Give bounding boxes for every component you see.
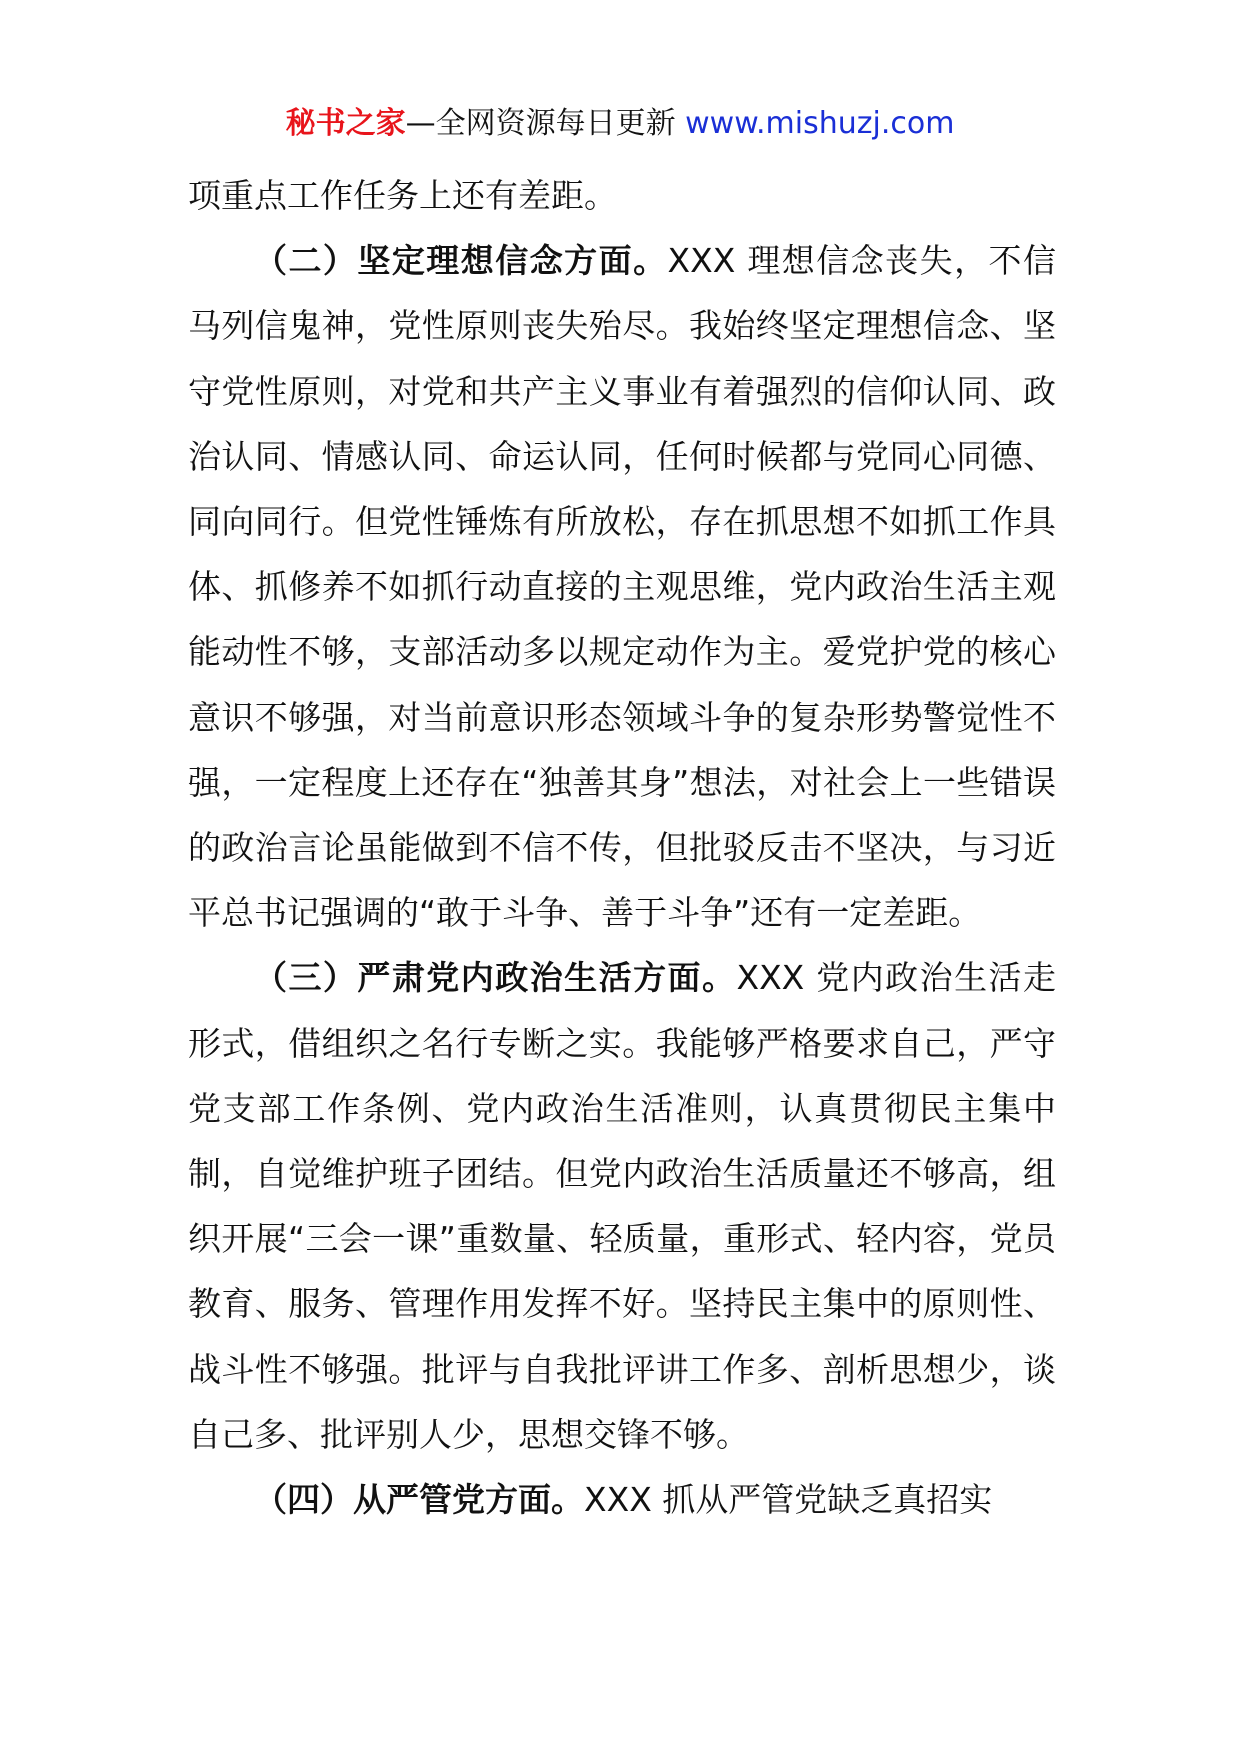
header-slogan: —全网资源每日更新 <box>405 106 676 141</box>
paragraph-section-3 <box>188 945 1056 1467</box>
paragraph-text: XXX 党内政治生活走形式，借组织之名行专断之实。我能够严格要求自己，严守党支部工作条例、党内政治生活准则，认真贯彻民主集中制，自觉维护班子团结。但党内政治生活质量还不够高，组织开展“三会一课”重数量、轻质量，重形式、轻内容，党员教育、服务、管理作用发挥不好。坚持民主集中的原则性、战斗性不够强。批评与自我批评讲工作多、剖析思想少，谈自己多、批评别人少，思想交锋不够。 <box>188 958 1057 1454</box>
paragraph-text: XXX 抓从严管党缺乏真招实 <box>584 1480 993 1520</box>
document-body <box>188 163 1056 1532</box>
paragraph-text: XXX 理想信念丧失，不信马列信鬼神，党性原则丧失殆尽。我始终坚定理想信念、坚守党性原则，对党和共产主义事业有着强烈的信仰认同、政治认同、情感认同、命运认同，任何时候都与党同心同德、同向同行。但党性锤炼有所放松，存在抓思想不如抓工作具体、抓修养不如抓行动直接的主观思维，党内政治生活主观能动性不够，支部活动多以规定动作为主。爱党护党的核心意识不够强，对当前意识形态领域斗争的复杂形势警觉性不强，一定程度上还存在“独善其身”想法，对社会上一些错误的政治言论虽能做到不信不传，但批驳反击不坚决，与习近平总书记强调的“敢于斗争、善于斗争”还有一定差距。 <box>188 241 1057 933</box>
section-heading: （四）从严管党方面。 <box>254 1480 584 1520</box>
page-header <box>0 100 1240 148</box>
brand-name: 秘书之家 <box>285 106 406 141</box>
section-heading: （三）严肃党内政治生活方面。 <box>254 958 737 998</box>
section-heading: （二）坚定理想信念方面。 <box>254 241 668 281</box>
paragraph-continuation <box>188 163 1056 228</box>
paragraph-text: 项重点工作任务上还有差距。 <box>188 176 617 215</box>
paragraph-section-4 <box>188 1467 1056 1532</box>
website-link[interactable]: www.mishuzj.com <box>685 106 955 141</box>
paragraph-section-2 <box>188 228 1056 945</box>
